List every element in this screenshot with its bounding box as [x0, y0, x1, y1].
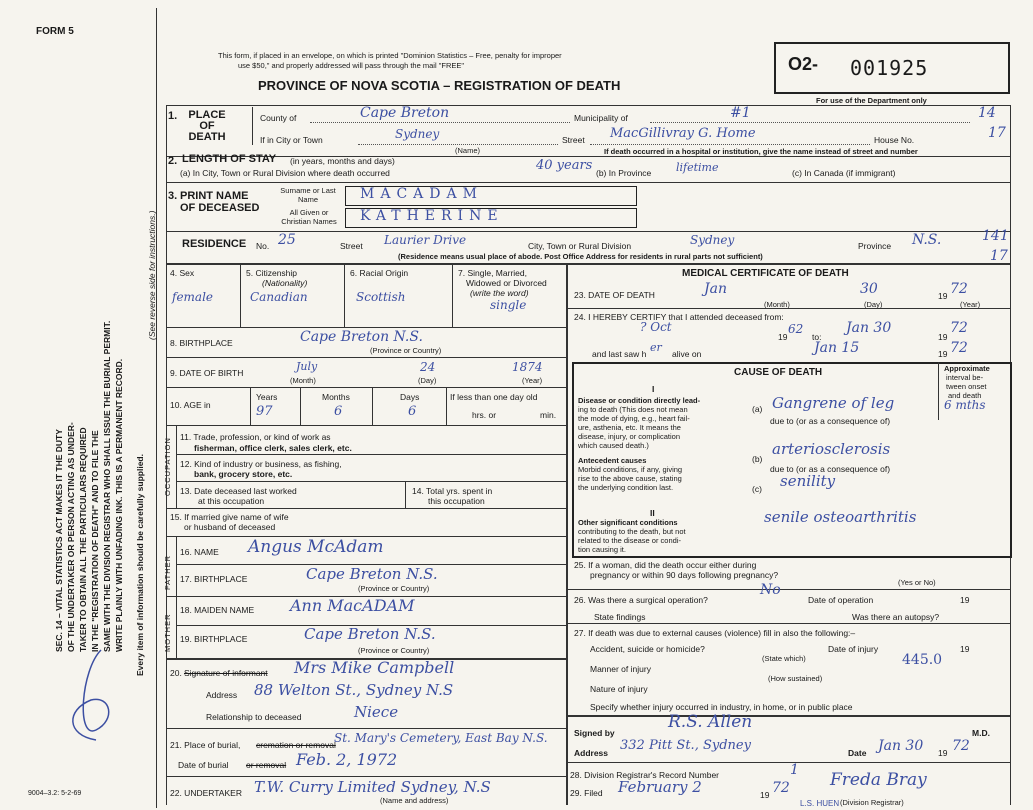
street-line	[590, 144, 870, 145]
med-divider-3	[566, 623, 1010, 624]
signed-date-label: Date	[848, 748, 867, 758]
surname-value: MACADAM	[360, 186, 483, 202]
nature-label: Nature of injury	[590, 684, 648, 694]
f8-caption: (Province or Country)	[370, 346, 442, 355]
f10-div1	[250, 387, 251, 425]
given-value: KATHERINE	[360, 208, 504, 224]
divider-10	[176, 481, 566, 482]
op-19: 19	[960, 595, 970, 605]
occupation-side-border	[176, 425, 177, 508]
f20-address-label: Address	[206, 690, 238, 700]
o4: tion causing it.	[578, 545, 626, 554]
father-side-border	[176, 536, 177, 596]
f29-19: 19	[760, 790, 770, 800]
findings-label: State findings	[594, 612, 646, 622]
side-line8: (See reverse side for instructions.)	[147, 210, 157, 340]
f1-label: PLACE OF DEATH	[188, 109, 226, 143]
months-value: 6	[334, 404, 343, 419]
f11-line1: 11. Trade, profession, or kind of work as	[180, 432, 331, 442]
f1-bracket	[252, 107, 253, 145]
form-title: PROVINCE OF NOVA SCOTIA – REGISTRATION OF DEATH	[258, 78, 621, 93]
mother-name-value: Ann MacADAM	[290, 596, 415, 615]
f4-value: female	[172, 290, 214, 304]
approx4: and death	[948, 391, 982, 400]
d2: ing to death (This does not mean	[578, 405, 688, 414]
residence-label: RESIDENCE	[182, 238, 247, 250]
state-which: (State which)	[762, 654, 806, 663]
burial-date-struck: or removal	[246, 760, 287, 770]
roman-2: II	[650, 508, 655, 518]
min-label: min.	[540, 410, 557, 420]
reg-number: 001925	[850, 56, 929, 80]
d3: the mode of dying, e.g., heart fail-	[578, 414, 690, 423]
less-than-day-label: If less than one day old	[450, 392, 538, 402]
occupation-side-label: OCCUPATION	[163, 437, 172, 496]
col-div-c	[452, 263, 453, 327]
hospital-note: If death occurred in a hospital or institution, give the name instead of street and number	[604, 147, 918, 156]
f7-label2: Widowed or Divorced	[466, 278, 547, 288]
f5-label: 5. Citizenship	[246, 268, 298, 278]
form-id: FORM 5	[36, 26, 74, 37]
f8-value: Cape Breton N.S.	[300, 329, 423, 345]
mother-bp-caption: (Province or Country)	[358, 646, 430, 655]
f10-div3	[372, 387, 373, 425]
f15-line2: or husband of deceased	[184, 522, 276, 532]
divider-6	[166, 357, 566, 358]
f13-line2: at this occupation	[198, 496, 265, 506]
f24-19: 19	[778, 332, 788, 342]
mother-bp-label: 19. BIRTHPLACE	[180, 634, 248, 644]
res-no-value: 25	[278, 232, 296, 248]
f6-value: Scottish	[356, 290, 406, 304]
signed-date-value: Jan 30	[878, 738, 924, 754]
father-name-value: Angus McAdam	[248, 537, 384, 557]
ant2: Morbid conditions, if any, giving	[578, 465, 683, 474]
res-note: (Residence means usual place of abode. Post Office Address for residents in rural parts not sufficient)	[398, 252, 763, 261]
house-label: House No.	[874, 135, 915, 145]
approx3: tween onset	[946, 382, 987, 391]
notice-line1: This form, if placed in an envelope, on which is printed "Dominion Statistics – Free, penalty for improper	[218, 51, 562, 60]
o3: related to the disease or condi-	[578, 536, 681, 545]
f9-year: 1874	[512, 360, 543, 374]
f20-num: 20.	[170, 668, 182, 678]
county-line	[310, 122, 570, 123]
d6: which caused death.)	[578, 441, 649, 450]
med-divider-1	[566, 308, 1010, 309]
other-conditions-value: senile osteoarthritis	[764, 508, 917, 526]
name-caption: (Name)	[455, 146, 481, 155]
f9-label: 9. DATE OF BIRTH	[170, 368, 244, 378]
o2: contributing to the death, but not	[578, 527, 686, 536]
divider-18	[166, 776, 566, 777]
ant1: Antecedent causes	[578, 456, 647, 465]
side-line5: SAME WITH THE DIVISION REGISTRAR WHO SHALL ISSUE THE BURIAL PERMIT.	[102, 320, 112, 652]
f5-value: Canadian	[250, 290, 308, 304]
last-seen-label: and last saw h	[592, 349, 647, 359]
street-label: Street	[562, 135, 585, 145]
res-code1: 141	[982, 228, 1009, 244]
f23-month-caption: (Month)	[764, 300, 790, 309]
f1-num: 1.	[168, 110, 178, 122]
f4-label: 4. Sex	[170, 268, 195, 278]
f24-label: 24. I HEREBY CERTIFY that I attended deceased from:	[574, 312, 784, 322]
signed-year: 72	[952, 738, 970, 754]
side-line2: OF THE UNDERTAKER OR PERSON ACTING AS UNDER-	[66, 422, 76, 652]
approx1: Approximate	[944, 364, 990, 373]
divider-2	[166, 182, 1011, 183]
side-line3: TAKER TO OBTAIN ALL THE PARTICULARS REQUIRED	[78, 427, 88, 652]
divider-11	[166, 508, 566, 509]
f25-line2: pregnancy or within 90 days following pregnancy?	[590, 570, 779, 580]
undertaker-value: T.W. Curry Limited Sydney, N.S	[254, 778, 491, 796]
undertaker-caption: (Name and address)	[380, 796, 449, 805]
last-seen-label2: alive on	[672, 349, 702, 359]
given-label: All Given or Christian Names	[281, 208, 337, 226]
f2-b-label: (b) In Province	[596, 168, 652, 178]
burial-date-value: Feb. 2, 1972	[296, 750, 398, 769]
f7-label1: 7. Single, Married,	[458, 268, 527, 278]
f6-label: 6. Racial Origin	[350, 268, 409, 278]
municipality-line	[650, 122, 970, 123]
f20-label: Signature of informant	[184, 668, 268, 678]
cause-b-value: arteriosclerosis	[772, 440, 891, 458]
f3-num: 3.	[168, 190, 178, 202]
f9-month-caption: (Month)	[290, 376, 316, 385]
surname-label: Surname or Last Name	[280, 186, 336, 204]
f9-day-caption: (Day)	[418, 376, 437, 385]
side-line7: Every item of information should be carefully supplied.	[135, 454, 145, 676]
accident-label: Accident, suicide or homicide?	[590, 644, 705, 654]
f7-value: single	[490, 298, 527, 312]
father-bp-value: Cape Breton N.S.	[306, 565, 438, 583]
father-side-label: FATHER	[163, 554, 172, 590]
form-top-border	[166, 105, 1011, 106]
res-prov-value: N.S.	[912, 232, 942, 248]
mother-side-label: MOTHER	[163, 613, 172, 652]
side-line6: WRITE PLAINLY WITH UNFADING INK. THIS IS A PERMANENT RECORD.	[114, 358, 124, 652]
res-city-label: City, Town or Rural Division	[528, 241, 632, 251]
res-street-label: Street	[340, 241, 363, 251]
col-div-b	[344, 263, 345, 327]
registrar-caption: (Division Registrar)	[840, 798, 904, 807]
f15-line1: 15. If married give name of wife	[170, 512, 289, 522]
father-name-label: 16. NAME	[180, 547, 219, 557]
f24-to-label: to:	[812, 332, 822, 342]
med-divider-2	[566, 589, 1010, 590]
city-value: Sydney	[395, 127, 440, 141]
res-city-value: Sydney	[690, 233, 735, 247]
res-code2: 17	[990, 248, 1008, 264]
dept-use-note: For use of the Department only	[816, 96, 927, 105]
f9-day: 24	[420, 360, 436, 374]
mother-name-label: 18. MAIDEN NAME	[180, 605, 255, 615]
registration-number-box	[774, 42, 1010, 94]
f25-caption: (Yes or No)	[898, 578, 936, 587]
f23-year: 72	[950, 281, 968, 297]
ant4: the underlying condition last.	[578, 483, 674, 492]
f2-c-label: (c) In Canada (if immigrant)	[792, 168, 896, 178]
f5-sub: (Nationality)	[262, 278, 308, 288]
signed-value: R.S. Allen	[668, 712, 753, 732]
ant3: rise to the above cause, stating	[578, 474, 682, 483]
specify-label: Specify whether injury occurred in industry, in home, or in public place	[590, 702, 853, 712]
divider-7	[166, 387, 566, 388]
how-sustained: (How sustained)	[768, 674, 823, 683]
signed-19: 19	[938, 748, 948, 758]
f10-div4	[446, 387, 447, 425]
cause-title: CAUSE OF DEATH	[734, 367, 823, 378]
father-bp-label: 17. BIRTHPLACE	[180, 574, 248, 584]
f2-b-value: lifetime	[676, 161, 719, 174]
f26-value: No	[760, 582, 781, 598]
d1: Disease or condition directly lead-	[578, 396, 701, 405]
divider-5	[166, 327, 566, 328]
cause-c-value: senility	[780, 472, 836, 490]
f23-day: 30	[860, 281, 878, 297]
injury-19: 19	[960, 644, 970, 654]
mid-divider	[566, 263, 568, 805]
interval-col-divider	[938, 362, 939, 420]
signed-label: Signed by	[574, 728, 615, 738]
f2-label: LENGTH OF STAY	[182, 153, 277, 165]
due-to-1: due to (or as a consequence of)	[770, 416, 891, 426]
cause-a-interval: 6 mths	[944, 398, 986, 412]
f12-line2: bank, grocery store, etc.	[194, 469, 293, 479]
autopsy-label: Was there an autopsy?	[852, 612, 940, 622]
f21-label: 21. Place of burial,	[170, 740, 241, 750]
f11-line2: fisherman, office clerk, sales clerk, etc.	[194, 443, 352, 453]
f29-value: February 2	[618, 778, 702, 796]
f26-label: 26. Was there a surgical operation?	[574, 595, 708, 605]
divider-17	[166, 728, 566, 729]
relationship-label: Relationship to deceased	[206, 712, 302, 722]
f10-label: 10. AGE in	[170, 400, 211, 410]
roman-1: I	[652, 384, 655, 394]
burial-place-value: St. Mary's Cemetery, East Bay N.S.	[334, 731, 548, 745]
notice-line2: use $50," and properly addressed will pass through the mail "FREE"	[238, 61, 465, 70]
f25-line1: 25. If a woman, did the death occur either during	[574, 560, 757, 570]
last-seen-year: 72	[950, 340, 968, 356]
signed-address-value: 332 Pitt St., Sydney	[620, 738, 751, 753]
hrs-label: hrs. or	[472, 410, 497, 420]
f7-label3: (write the word)	[470, 288, 529, 298]
res-prov-label: Province	[858, 241, 892, 251]
f1-code2: 17	[988, 125, 1006, 141]
county-label: County of	[260, 113, 297, 123]
registrar-stamp: L.S. HUEN	[800, 799, 840, 808]
years-value: 97	[256, 404, 273, 419]
informant-value: Mrs Mike Campbell	[294, 658, 455, 677]
last-seen-her: er	[650, 341, 662, 354]
city-label: If in City or Town	[260, 135, 323, 145]
last-seen-date: Jan 15	[814, 340, 860, 356]
f10-div2	[300, 387, 301, 425]
f28-value: 1	[790, 762, 799, 778]
f13-f14-divider	[405, 481, 406, 508]
f8-label: 8. BIRTHPLACE	[170, 338, 233, 348]
col-div-a	[240, 263, 241, 327]
form-code: 9004–3.2: 5-2-69	[28, 790, 82, 797]
left-margin-line	[156, 8, 157, 808]
f14-line2: this occupation	[428, 496, 485, 506]
divider-4	[166, 263, 1011, 265]
f9-month: July	[296, 360, 318, 373]
days-label: Days	[400, 392, 420, 402]
f20-address-value: 88 Welton St., Sydney N.S	[254, 681, 454, 699]
approx2: interval be-	[946, 373, 984, 382]
burial-date-label: Date of burial	[178, 760, 229, 770]
d4: ure, asthenia, etc. It means the	[578, 423, 681, 432]
d5: disease, injury, or complication	[578, 432, 680, 441]
f12-line1: 12. Kind of industry or business, as fishing,	[180, 459, 342, 469]
f3-label: PRINT NAME OF DECEASED	[180, 190, 260, 214]
f23-day-caption: (Day)	[864, 300, 883, 309]
side-line1: SEC. 14 – VITAL STATISTICS ACT MAKES IT THE DUTY	[54, 429, 64, 652]
f22-label: 22. UNDERTAKER	[170, 788, 242, 798]
due-to-2: due to (or as a consequence of)	[770, 464, 891, 474]
manner-label: Manner of injury	[590, 664, 651, 674]
f24-to: Jan 30	[846, 320, 892, 336]
street-value: MacGillivray G. Home	[610, 126, 756, 141]
cause-a-value: Gangrene of leg	[772, 394, 895, 412]
f24-19-b: 19	[938, 332, 948, 342]
f24-to-year: 72	[950, 320, 968, 336]
city-line	[358, 144, 558, 145]
f23-month: Jan	[704, 281, 727, 297]
o1: Other significant conditions	[578, 518, 678, 527]
f29-year: 72	[772, 780, 790, 796]
f1-code1: 14	[978, 105, 996, 121]
scribble-mark	[56, 640, 146, 750]
med-divider-5	[566, 762, 1010, 763]
father-bp-caption: (Province or Country)	[358, 584, 430, 593]
f21-struck: cremation or removal	[256, 740, 336, 750]
divider-8	[166, 425, 566, 426]
municipality-label: Municipality of	[574, 113, 628, 123]
county-value: Cape Breton	[360, 105, 450, 121]
months-label: Months	[322, 392, 350, 402]
f23-label: 23. DATE OF DEATH	[574, 290, 655, 300]
injury-date-label: Date of injury	[828, 644, 879, 654]
cause-c-tag: (c)	[752, 484, 762, 494]
f2-a-label: (a) In City, Town or Rural Division where death occurred	[180, 168, 390, 178]
med-title: MEDICAL CERTIFICATE OF DEATH	[682, 268, 849, 279]
f29-label: 29. Filed	[570, 788, 603, 798]
divider-9	[176, 454, 566, 455]
res-no-label: No.	[256, 241, 270, 251]
cause-a-tag: (a)	[752, 404, 763, 414]
f9-year-caption: (Year)	[522, 376, 543, 385]
registrar-signature: Freda Bray	[830, 770, 927, 790]
icd-code: 445.0	[902, 652, 943, 668]
side-line4: IN THE "REGISTRATION OF DEATH" AND TO FILE THE	[90, 430, 100, 652]
mother-side-border	[176, 596, 177, 658]
f28-label: 28. Division Registrar's Record Number	[570, 770, 720, 780]
f24-from: ? Oct	[640, 320, 672, 334]
f2-a-value: 40 years	[536, 158, 593, 173]
relationship-value: Niece	[354, 703, 399, 721]
f2-num: 2.	[168, 155, 178, 167]
f13-line1: 13. Date deceased last worked	[180, 486, 297, 496]
md-label: M.D.	[972, 728, 990, 738]
cause-b-tag: (b)	[752, 454, 763, 464]
f23-19: 19	[938, 291, 948, 301]
f14-line1: 14. Total yrs. spent in	[412, 486, 493, 496]
reg-prefix: O2-	[788, 54, 819, 74]
res-street-value: Laurier Drive	[384, 233, 467, 247]
municipality-value: #1	[730, 105, 751, 121]
signed-address-label: Address	[574, 748, 609, 758]
mother-bp-value: Cape Breton N.S.	[304, 625, 436, 643]
last-seen-19: 19	[938, 349, 948, 359]
years-label: Years	[256, 392, 278, 402]
op-date-label: Date of operation	[808, 595, 874, 605]
f23-year-caption: (Year)	[960, 300, 981, 309]
days-value: 6	[408, 404, 417, 419]
med-divider-4	[566, 715, 1010, 717]
f24-from-year: 62	[788, 322, 804, 336]
f2-note: (in years, months and days)	[290, 156, 395, 166]
f27-label: 27. If death was due to external causes (violence) fill in also the following:–	[574, 628, 856, 638]
